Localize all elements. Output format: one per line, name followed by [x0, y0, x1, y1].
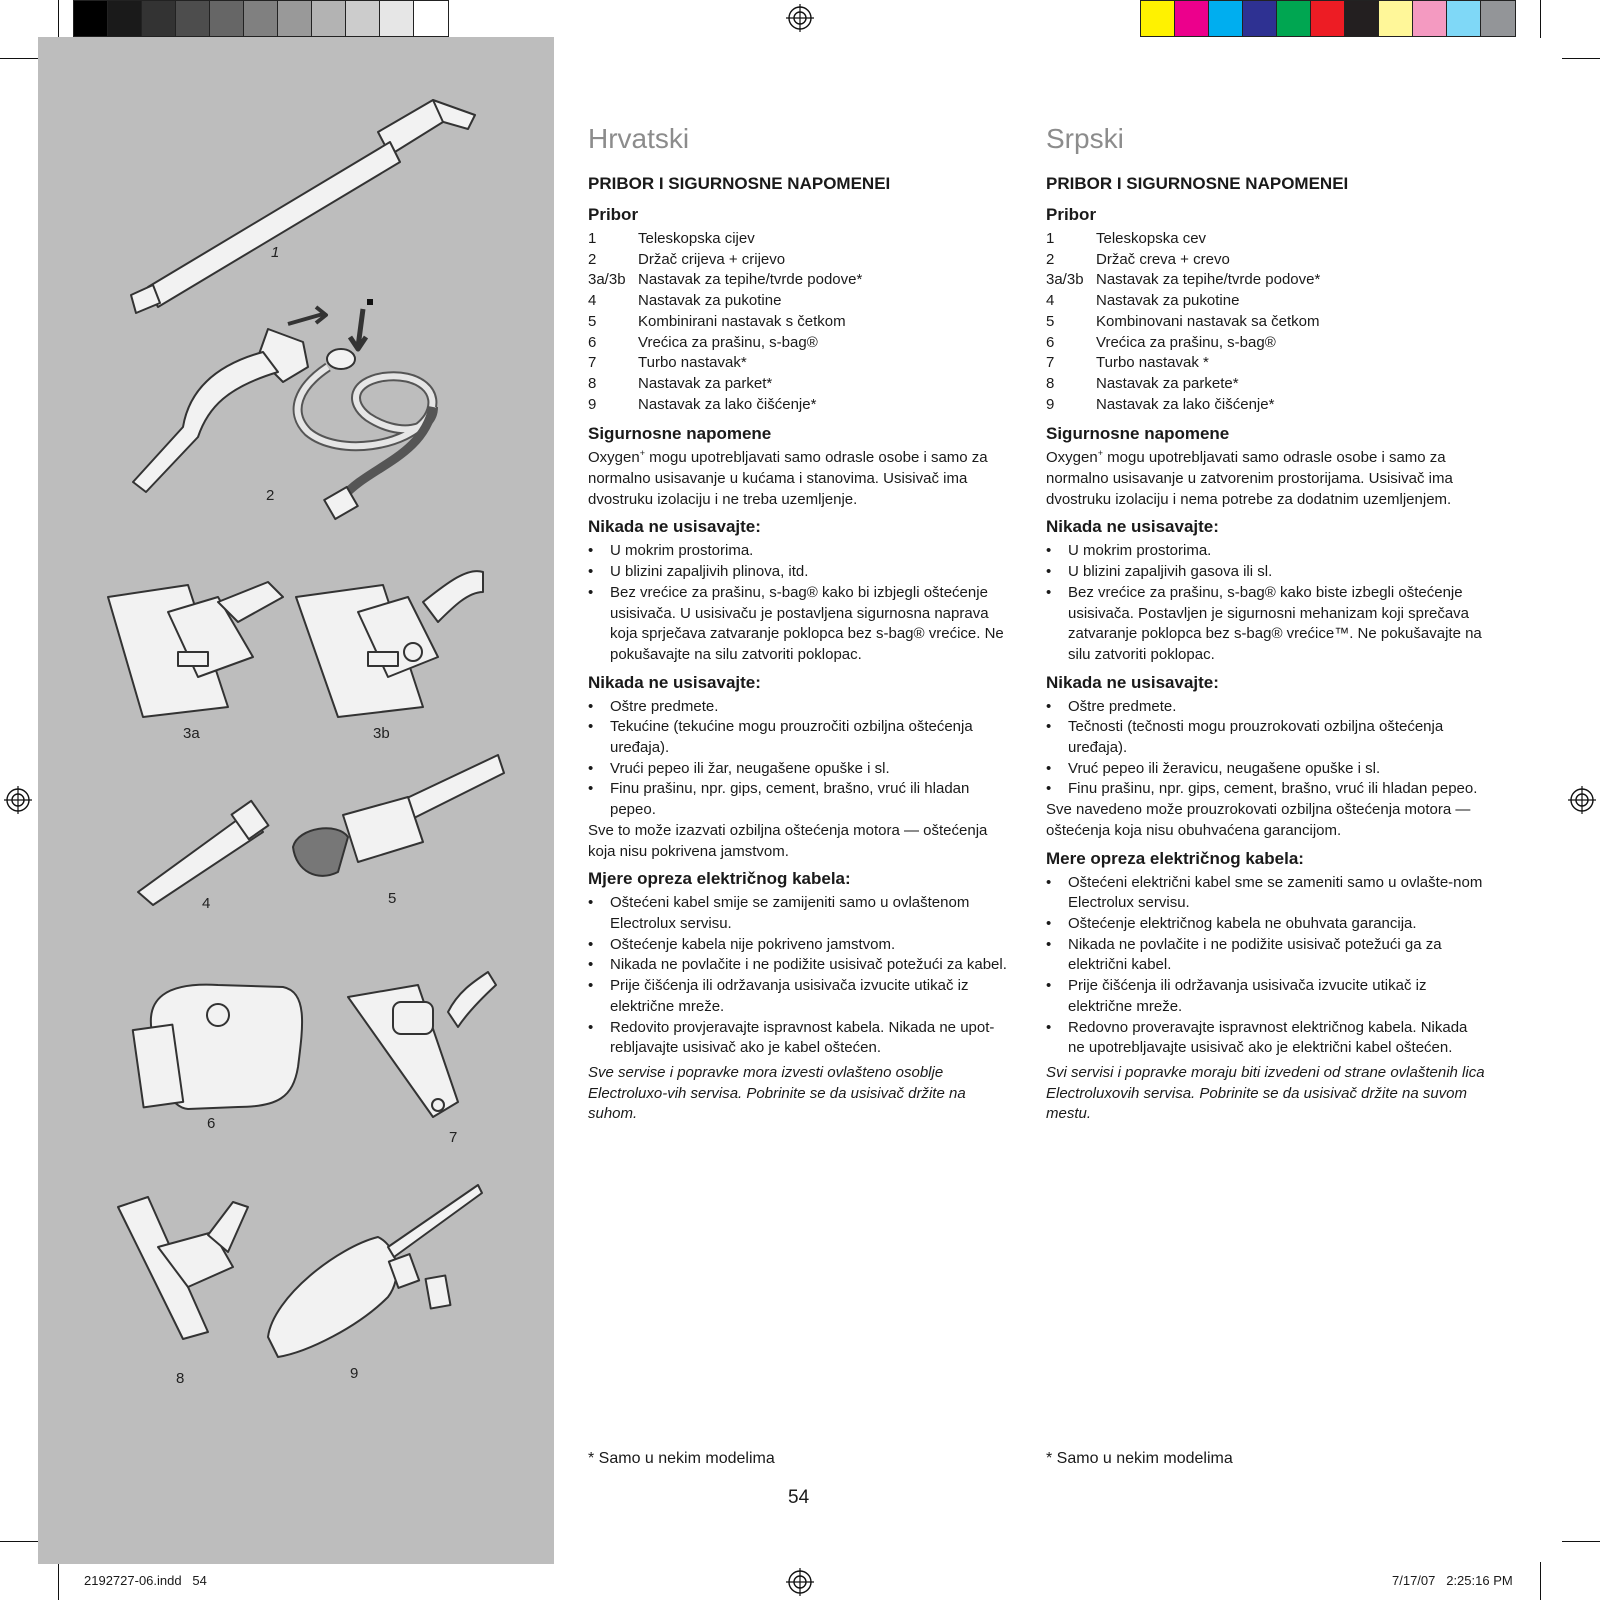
service-note: Svi servisi i popravke moraju biti izvedeni od strane ovlaštenih lica Electroluxovih servisa. Pobrinite se da usisivač držite na suvom mestu. [1046, 1063, 1485, 1123]
accessory-item [1046, 374, 1486, 395]
illustration-panel [38, 37, 554, 1564]
serbian-column [1046, 122, 1486, 1125]
safety-title: Sigurnosne napomene [1046, 424, 1230, 444]
accessory-number: 8 [1046, 374, 1055, 392]
list-item: • Nikada ne povlačite i ne podižite usisivač potežući za kabel. [588, 955, 1018, 976]
color-swatch [1345, 1, 1379, 36]
accessory-name: Teleskopska cev [1096, 230, 1207, 247]
list-item: • Oštre predmete. [1046, 697, 1486, 718]
figure-label-8: 8 [176, 1370, 185, 1387]
list-item: • Oštećeni kabel smije se zamijeniti samo u ovlaštenom Electrolux servisu. [588, 893, 1018, 934]
dusting-brush-icon [293, 755, 504, 876]
grayscale-swatch-bar [73, 0, 449, 37]
accessory-number: 6 [588, 333, 597, 351]
never-vacuum-list [588, 541, 1018, 665]
motor-damage-text: Sve navedeno može prouzrokovati ozbiljna oštećenja motora — oštećenja koja nisu obuhvaćena garancijom. [1046, 801, 1471, 839]
list-item: • Prije čišćenja ili održavanja usisivača izvucite utikač iz električne mreže. [1046, 976, 1486, 1017]
list-item: • U blizini zapaljivih gasova ili sl. [1046, 562, 1486, 583]
color-swatch [1379, 1, 1413, 36]
floor-nozzle-3a-icon [108, 582, 283, 717]
accessory-item [1046, 395, 1486, 416]
figure-label-4: 4 [202, 895, 211, 912]
language-title: Hrvatski [588, 123, 690, 154]
crop-mark [1562, 1541, 1600, 1542]
dust-bag-icon [133, 985, 302, 1109]
crop-mark [58, 0, 59, 38]
crop-mark [1540, 0, 1541, 38]
language-title: Srpski [1046, 123, 1124, 154]
footnote-hr: * Samo u nekim modelima [588, 1450, 775, 1467]
accessory-name: Nastavak za parket* [638, 374, 773, 392]
never-vacuum-list-2 [1046, 697, 1486, 801]
list-item: • Vruć pepeo ili žeravicu, neugašene opuške i sl. [1046, 759, 1486, 780]
list-item: • Tečnosti (tečnosti mogu prouzrokovati ozbiljna oštećenja uređaja). [1046, 717, 1486, 758]
list-item: • Bez vrećice za prašinu, s-bag® kako bi izbjegli oštećenje usisivača. U usisivaču je postavljena sigurnosna naprava koja sprječava zatvaranje poklopca bez s-bag® vrećice. Ne pokušavajte na silu zatvoriti poklopac. [588, 583, 1018, 666]
accessory-number: 8 [588, 374, 597, 392]
list-item: • U blizini zapaljivih plinova, itd. [588, 562, 1018, 583]
brand-sup: + [1097, 448, 1103, 459]
accessory-name: Turbo nastavak * [1096, 354, 1209, 372]
color-swatch [244, 1, 278, 36]
accessory-item [588, 270, 1018, 291]
cable-precautions-list [588, 893, 1018, 1059]
cable-precautions-list [1046, 873, 1486, 1059]
color-swatch [380, 1, 414, 36]
accessory-number: 3a/3b [588, 271, 626, 289]
safety-body: mogu upotrebljavati samo odrasle osobe i samo za normalno usisavanje u kućama i stanovima. Usisivač ima dvostruku izolaciju i ne treba uzemljenje. [588, 449, 988, 508]
list-item: • Vrući pepeo ili žar, neugašene opuške i sl. [588, 759, 1018, 780]
footnote-sr: * Samo u nekim modelima [1046, 1450, 1233, 1467]
list-item: • Prije čišćenja ili održavanja usisivača izvucite utikač iz električne mreže. [588, 976, 1018, 1017]
accessories-title: Pribor [1046, 205, 1097, 224]
color-swatch [1481, 1, 1515, 36]
accessory-item [1046, 312, 1486, 333]
color-swatch [312, 1, 346, 36]
cable-precautions-title: Mjere opreza električnog kabela: [588, 869, 851, 889]
accessory-item [588, 395, 1018, 416]
figure-label-3b: 3b [373, 725, 390, 742]
accessory-name: Teleskopska cijev [638, 230, 755, 247]
list-item: • Redovno proveravajte ispravnost električnog kabela. Nikada ne upotrebljavajte usisivač ako je električni kabel oštećen. [1046, 1018, 1486, 1059]
color-swatch [278, 1, 312, 36]
figure-label-2: 2 [266, 487, 275, 504]
accessory-item [588, 374, 1018, 395]
accessory-item [1046, 291, 1486, 312]
safety-title: Sigurnosne napomene [588, 424, 772, 444]
color-swatch-bar [1140, 0, 1516, 37]
brand-sup: + [639, 448, 645, 459]
accessory-item [588, 250, 1018, 271]
accessory-item [588, 333, 1018, 354]
safety-text [1046, 448, 1486, 510]
accessory-name: Nastavak za pukotine [638, 292, 782, 310]
accessory-number: 4 [1046, 292, 1055, 310]
crop-mark [1540, 1562, 1541, 1600]
never-vacuum-list-2 [588, 697, 1018, 821]
never-vacuum-title: Nikada ne usisavajte: [1046, 517, 1219, 537]
figure-label-7: 7 [449, 1129, 458, 1146]
service-note: Sve servise i popravke mora izvesti ovlašteno osoblje Electroluxo-vih servisa. Pobrinite se da usisivač držite na suhom. [588, 1063, 966, 1123]
accessory-item [1046, 270, 1486, 291]
list-item: • U mokrim prostorima. [588, 541, 1018, 562]
easy-clean-nozzle-icon [268, 1185, 482, 1357]
figure-label-5: 5 [388, 890, 397, 907]
list-item: • Finu prašinu, npr. gips, cement, brašno, vruć ili hladan pepeo. [588, 779, 1018, 820]
accessory-name: Kombinirani nastavak s četkom [638, 312, 846, 330]
list-item: • Finu prašinu, npr. gips, cement, brašno, vruć ili hladan pepeo. [1046, 779, 1486, 800]
color-swatch [1447, 1, 1481, 36]
accessory-number: 4 [588, 292, 597, 310]
never-vacuum-title-2: Nikada ne usisavajte: [1046, 672, 1219, 692]
accessory-item [1046, 250, 1486, 271]
accessory-name: Kombinovani nastavak sa četkom [1096, 312, 1320, 330]
accessory-number: 2 [1046, 250, 1055, 268]
crevice-nozzle-icon [138, 801, 268, 905]
accessory-name: Nastavak za lako čišćenje* [1096, 395, 1275, 413]
accessory-number: 1 [1046, 230, 1055, 247]
never-vacuum-list [1046, 541, 1486, 665]
accessory-number: 9 [1046, 395, 1055, 413]
figure-label-6: 6 [207, 1115, 216, 1132]
section-title: PRIBOR I SIGURNOSNE NAPOMENEI [1046, 174, 1349, 193]
accessory-number: 2 [588, 250, 597, 268]
list-item: • U mokrim prostorima. [1046, 541, 1486, 562]
parquet-nozzle-icon [118, 1197, 248, 1339]
list-item: • Nikada ne povlačite i ne podižite usisivač potežući ga za električni kabel. [1046, 935, 1486, 976]
accessory-list [588, 229, 1018, 415]
color-swatch [176, 1, 210, 36]
accessory-number: 9 [588, 395, 597, 413]
list-item: • Oštećenje kabela nije pokriveno jamstvom. [588, 935, 1018, 956]
accessory-number: 6 [1046, 333, 1055, 351]
accessory-number: 7 [1046, 354, 1055, 372]
color-swatch [1209, 1, 1243, 36]
registration-mark-icon [1568, 786, 1596, 814]
crop-mark [58, 1562, 59, 1600]
accessory-name: Nastavak za pukotine [1096, 292, 1240, 310]
accessory-illustrations [38, 37, 554, 1564]
never-vacuum-title: Nikada ne usisavajte: [588, 517, 761, 537]
accessory-name: Nastavak za tepihe/tvrde podove* [638, 271, 863, 289]
page-number: 54 [788, 1487, 810, 1508]
accessory-name: Držač creva + crevo [1096, 250, 1230, 268]
motor-damage-text: Sve to može izazvati ozbiljna oštećenja motora — oštećenja koja nisu pokrivena jamstvom. [588, 821, 988, 860]
telescopic-tube-icon [131, 100, 475, 313]
slug-timestamp: 7/17/07 2:25:16 PM [1392, 1573, 1513, 1588]
crop-mark [0, 58, 38, 59]
figure-label-3a: 3a [183, 725, 200, 742]
list-item: • Tekućine (tekućine mogu prouzročiti ozbiljna oštećenja uređaja). [588, 717, 1018, 758]
cable-precautions-title: Mere opreza električnog kabela: [1046, 848, 1304, 868]
brand-name: Oxygen [588, 449, 640, 467]
accessory-name: Vrećica za prašinu, s-bag® [1096, 333, 1276, 351]
hose-and-handle-icon [133, 299, 433, 519]
accessory-item [588, 229, 1018, 250]
accessory-name: Nastavak za tepihe/tvrde podove* [1096, 271, 1321, 289]
accessory-name: Nastavak za lako čišćenje* [638, 395, 817, 413]
croatian-column [588, 122, 1018, 1125]
accessory-item [588, 312, 1018, 333]
color-swatch [1277, 1, 1311, 36]
accessory-name: Nastavak za parkete* [1096, 374, 1239, 392]
accessory-list [1046, 229, 1486, 415]
accessory-name: Turbo nastavak* [638, 354, 747, 372]
color-swatch [414, 1, 448, 36]
safety-body: mogu upotrebljavati samo odrasle osobe i samo za normalno usisavanje u zatvorenim prostorijama. Usisivač ima dvostruku izolaciju i nema potrebe za dodatnim uzemljenjem. [1046, 449, 1453, 508]
color-swatch [210, 1, 244, 36]
accessory-number: 5 [588, 312, 597, 330]
accessory-item [1046, 229, 1486, 250]
accessory-item [588, 353, 1018, 374]
accessory-name: Vrećica za prašinu, s-bag® [638, 333, 818, 351]
figure-label-9: 9 [350, 1365, 359, 1382]
brand-name: Oxygen [1046, 449, 1098, 467]
turbo-nozzle-icon [348, 972, 496, 1117]
color-swatch [74, 1, 108, 36]
list-item: • Oštećenje električnog kabela ne obuhvata garancija. [1046, 914, 1486, 935]
crop-mark [0, 1541, 38, 1542]
color-swatch [1141, 1, 1175, 36]
slug-file-info: 2192727-06.indd 54 [84, 1573, 207, 1588]
list-item: • Oštre predmete. [588, 697, 1018, 718]
section-title: PRIBOR I SIGURNOSNE NAPOMENEI [588, 174, 891, 193]
color-swatch [1243, 1, 1277, 36]
crop-mark [1562, 58, 1600, 59]
accessory-name: Držač crijeva + crijevo [638, 250, 786, 268]
accessory-item [1046, 353, 1486, 374]
list-item: • Oštećeni električni kabel sme se zameniti samo u ovlašte-nom Electrolux servisu. [1046, 873, 1486, 914]
color-swatch [1413, 1, 1447, 36]
list-item: • Bez vrećice za prašinu, s-bag® kako biste izbegli oštećenje usisivača. Postavljen je sigurnosni mehanizam koji sprečava zatvaranje poklopca bez s-bag® vrećice™. Ne pokušavajte na silu zatvoriti poklopac. [1046, 583, 1486, 666]
accessory-number: 7 [588, 354, 597, 372]
accessory-number: 1 [588, 230, 597, 247]
floor-nozzle-3b-icon [296, 571, 483, 717]
color-swatch [108, 1, 142, 36]
accessory-item [588, 291, 1018, 312]
color-swatch [1175, 1, 1209, 36]
list-item: • Redovito provjeravajte ispravnost kabela. Nikada ne upot-rebljavajte usisivač ako je kabel oštećen. [588, 1018, 1018, 1059]
accessory-number: 5 [1046, 312, 1055, 330]
color-swatch [142, 1, 176, 36]
accessory-item [1046, 333, 1486, 354]
registration-mark-icon [786, 1568, 814, 1596]
color-swatch [346, 1, 380, 36]
color-swatch [1311, 1, 1345, 36]
registration-mark-icon [786, 4, 814, 32]
safety-text [588, 448, 1018, 510]
accessories-title: Pribor [588, 205, 639, 224]
never-vacuum-title-2: Nikada ne usisavajte: [588, 672, 761, 692]
figure-label-1: 1 [271, 244, 280, 261]
accessory-number: 3a/3b [1046, 271, 1084, 289]
registration-mark-icon [4, 786, 32, 814]
